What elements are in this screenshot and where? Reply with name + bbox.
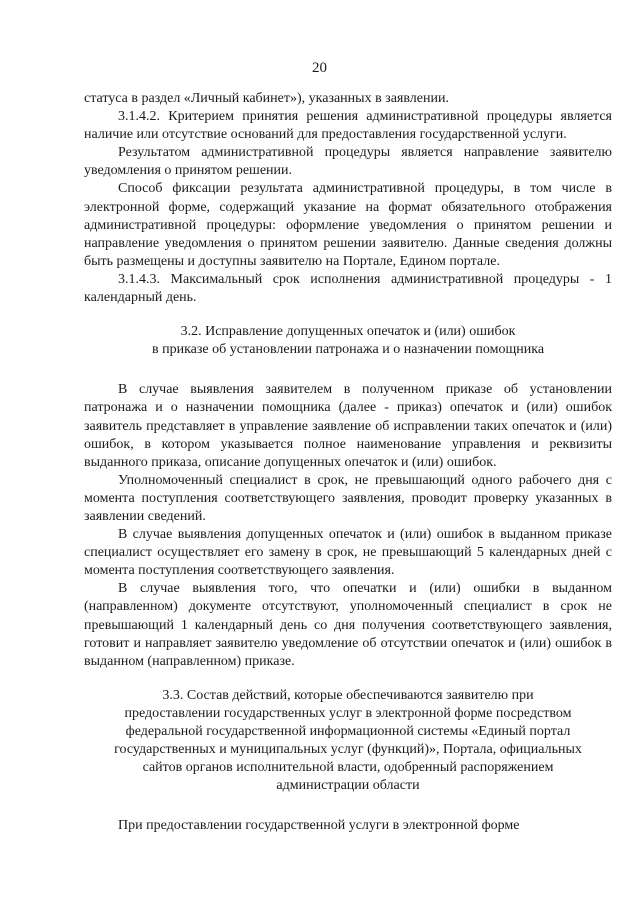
paragraph: В случае выявления допущенных опечаток и (или) ошибок в выданном приказе специалист осуществляет его замену в срок, не превышающий 5 календарных дней с момента поступления соответствующего заявления. — [84, 527, 612, 579]
section-heading-3-3 — [84, 687, 612, 796]
heading-line: администрации области — [276, 778, 420, 794]
paragraph: В случае выявления того, что опечатки и (или) ошибки в выданном (направленном) документе отсутствуют, уполномоченный специалист в срок не превышающий 1 календарный день со дня получения соответствующего заявления, готовит и направляет заявителю уведомление об отсутствии опечаток и (или) ошибок в выданном (направленном) приказе. — [84, 581, 612, 669]
paragraph: В случае выявления заявителем в полученном приказе об установлении патронажа и о назначении помощника (далее - приказ) опечаток и (или) ошибок заявитель представляет в управление заявление об исправлении таких опечаток и (или) ошибок, в котором указывается полное наименование управления и реквизиты выданного приказа, описание допущенных опечаток и (или) ошибок. — [84, 382, 612, 470]
heading-line: сайтов органов исполнительной власти, одобренный распоряжением — [142, 760, 554, 776]
paragraph: Уполномоченный специалист в срок, не превышающий одного рабочего дня с момента поступления соответствующего заявления, проводит проверку указанных в заявлении сведений. — [84, 472, 612, 524]
heading-line: в приказе об установлении патронажа и о назначении помощника — [151, 342, 545, 358]
paragraph: 3.1.4.2. Критерием принятия решения административной процедуры является наличие или отсутствие оснований для предоставления государственной услуги. — [84, 109, 612, 143]
section-heading-3-2 — [84, 323, 612, 359]
paragraph: Результатом административной процедуры является направление заявителю уведомления о принятом решении. — [84, 145, 612, 179]
document-body — [84, 90, 612, 835]
heading-line: 3.2. Исправление допущенных опечаток и (или) ошибок — [180, 324, 516, 340]
paragraph: Способ фиксации результата административной процедуры, в том числе в электронной форме, содержащий указание на формат обязательного отображения административной процедуры: оформление уведомления о принятом решении и направление уведомления о принятом решении заявителю. Данные сведения должны быть размещены и доступны заявителю на Портале, Едином портале. — [84, 181, 612, 269]
page-number: 20 — [312, 60, 327, 76]
heading-line: федеральной государственной информационной системы «Единый портал — [125, 724, 571, 739]
heading-line: предоставлении государственных услуг в электронной форме посредством — [124, 705, 572, 721]
heading-line: 3.3. Состав действий, которые обеспечиваются заявителю при — [162, 687, 534, 703]
paragraph: При предоставлении государственной услуги в электронной форме — [118, 818, 520, 834]
heading-line: государственных и муниципальных услуг (функций)», Портала, официальных — [114, 742, 582, 758]
paragraph: 3.1.4.3. Максимальный срок исполнения административной процедуры - 1 календарный день. — [84, 271, 612, 306]
paragraph: статуса в раздел «Личный кабинет»), указанных в заявлении. — [84, 91, 449, 106]
